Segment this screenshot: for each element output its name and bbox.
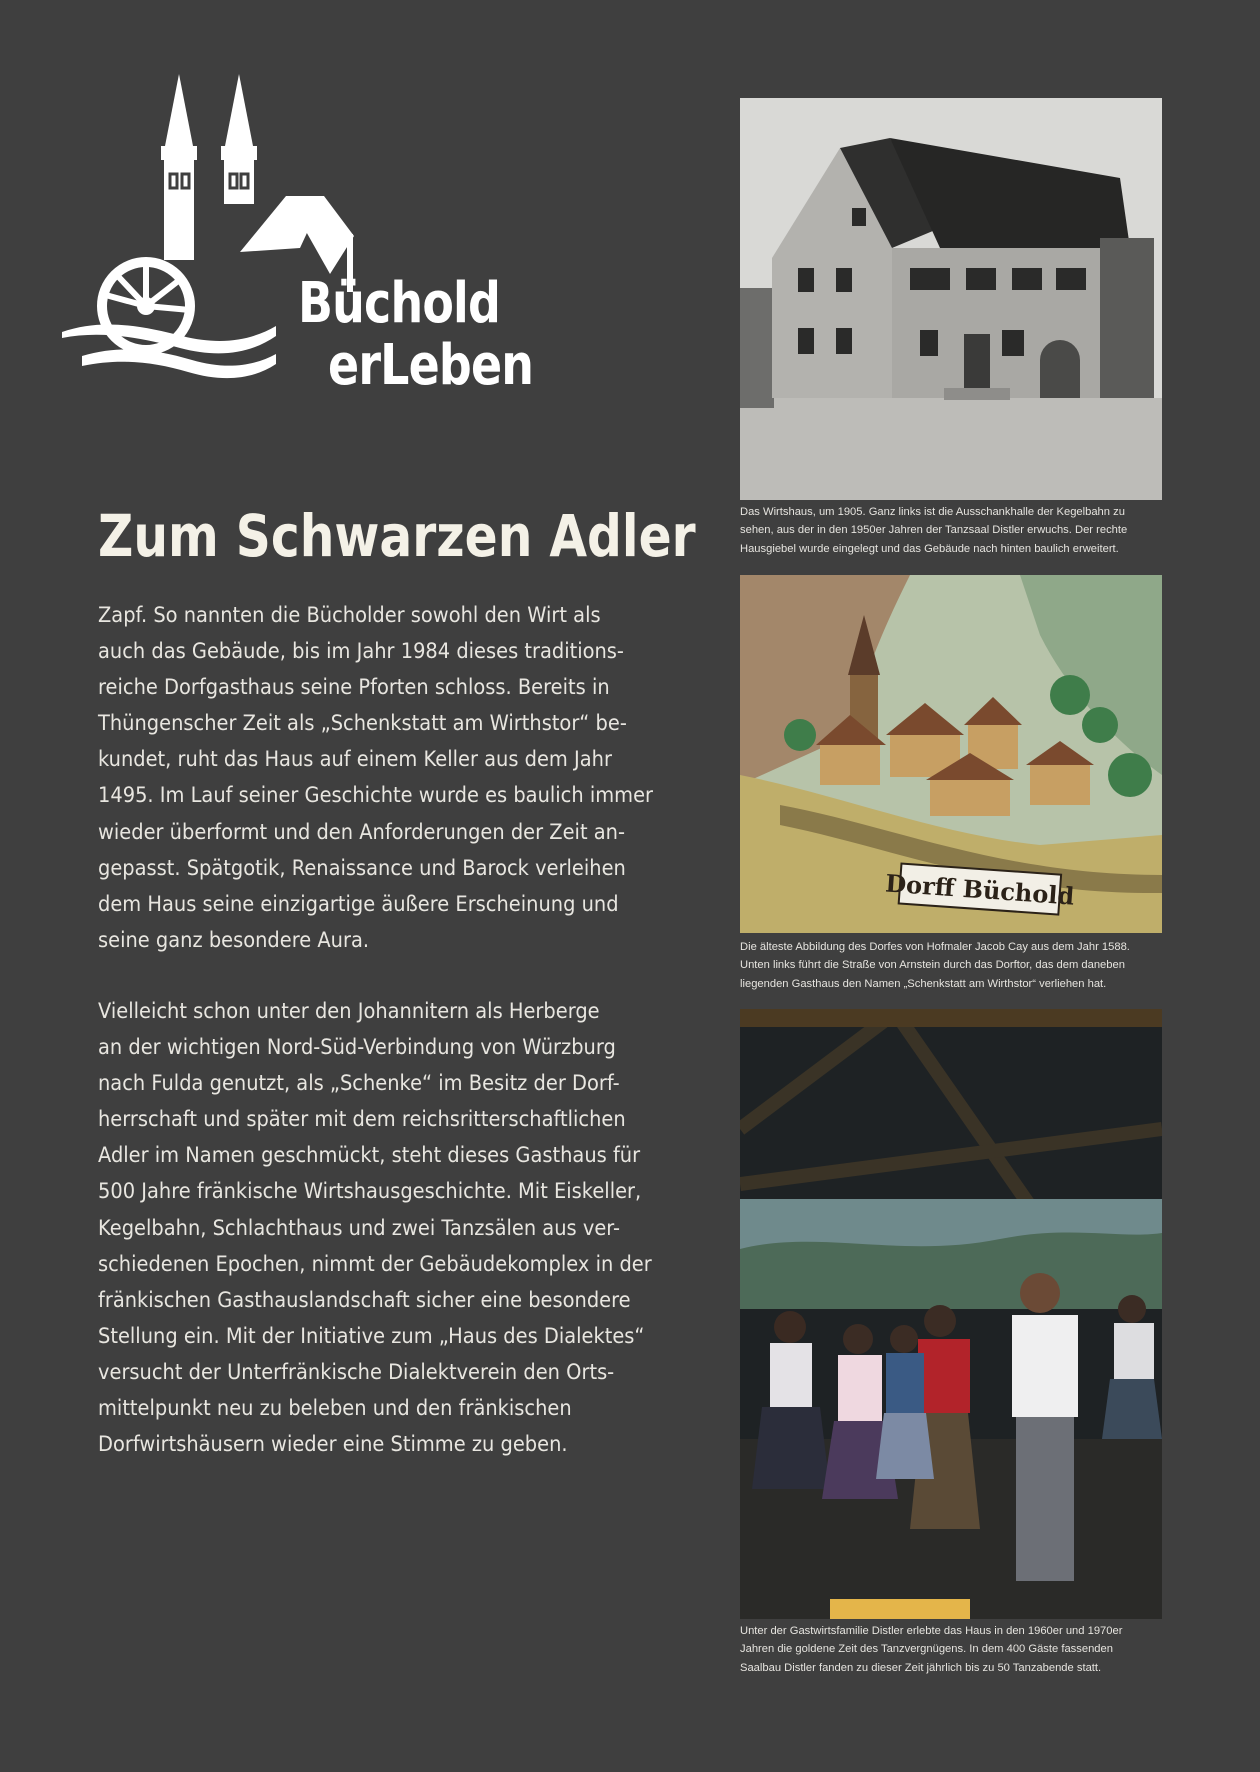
- caption-line: liegenden Gasthaus den Namen „Schenkstatt am Wirthstor“ verliehen hat.: [740, 977, 1107, 990]
- body-line: 1495. Im Lauf seiner Geschichte wurde es baulich immer: [98, 783, 654, 808]
- body-line: Adler im Namen geschmückt, steht dieses Gasthaus für: [98, 1143, 641, 1168]
- body-line: nach Fulda genutzt, als „Schenke“ im Besitz der Dorf-: [98, 1071, 620, 1096]
- caption-photo-1: [740, 503, 1180, 558]
- body-line: herrschaft und später mit dem reichsritterschaftlichen: [98, 1107, 626, 1132]
- body-line: mittelpunkt neu zu beleben und den fränkischen: [98, 1396, 572, 1421]
- body-line: auch das Gebäude, bis im Jahr 1984 dieses traditions-: [98, 639, 624, 664]
- body-line: Zapf. So nannten die Bücholder sowohl den Wirt als: [98, 603, 601, 627]
- body-line: versucht der Unterfränkische Dialektverein den Orts-: [98, 1359, 615, 1384]
- page-title: Zum Schwarzen Adler: [98, 502, 696, 570]
- body-line: fränkischen Gasthauslandschaft sicher eine besondere: [98, 1287, 631, 1312]
- caption-line: Unter der Gastwirtsfamilie Distler erlebte das Haus in den 1960er und 1970er: [740, 1625, 1123, 1637]
- body-line: 500 Jahre fränkische Wirtshausgeschichte. Mit Eiskeller,: [98, 1179, 642, 1204]
- caption-photo-2: [740, 938, 1180, 993]
- body-line: Kegelbahn, Schlachthaus und zwei Tanzsälen aus ver-: [98, 1215, 621, 1240]
- body-paragraph-2: [98, 993, 718, 1462]
- body-line: kundet, ruht das Haus auf einem Keller aus dem Jahr: [98, 747, 612, 772]
- photo-inn-1905: [740, 98, 1162, 500]
- caption-line: Jahren die goldene Zeit des Tanzvergnügens. In dem 400 Gäste fassenden: [740, 1643, 1113, 1656]
- body-line: seine ganz besondere Aura.: [98, 927, 370, 952]
- body-line: gepasst. Spätgotik, Renaissance und Barock verleihen: [98, 855, 626, 880]
- body-line: Dorfwirtshäusern wieder eine Stimme zu geben.: [98, 1432, 568, 1457]
- body-line: wieder überformt und den Anforderungen der Zeit an-: [98, 819, 625, 844]
- body-line: reiche Dorfgasthaus seine Pforten schloss. Bereits in: [98, 675, 610, 700]
- caption-line: Das Wirtshaus, um 1905. Ganz links ist die Ausschankhalle der Kegelbahn zu: [740, 506, 1125, 518]
- body-paragraph-1: [98, 597, 718, 958]
- caption-line: Die älteste Abbildung des Dorfes von Hofmaler Jacob Cay aus dem Jahr 1588.: [740, 941, 1130, 953]
- caption-line: Unten links führt die Straße von Arnstein durch das Dorftor, das dem daneben: [740, 959, 1125, 972]
- painting-sign-text: Dorff Büchold: [884, 868, 1076, 911]
- body-line: Stellung ein. Mit der Initiative zum „Haus des Dialektes“: [98, 1323, 645, 1348]
- logo-title-line-1: Büchold: [298, 271, 501, 336]
- body-line: dem Haus seine einzigartige äußere Erscheinung und: [98, 891, 619, 916]
- logo-title-line-2: erLeben: [328, 333, 534, 398]
- caption-line: sehen, aus der in den 1950er Jahren der Tanzsaal Distler erwuchs. Der rechte: [740, 524, 1128, 537]
- body-line: schiedenen Epochen, nimmt der Gebäudekomplex in der: [98, 1251, 652, 1276]
- logo: [62, 74, 534, 398]
- caption-photo-3: [740, 1622, 1180, 1677]
- photo-village-painting-1588: [740, 575, 1162, 933]
- caption-line: Hausgiebel wurde eingelegt und das Gebäude nach hinten baulich erweitert.: [740, 542, 1119, 555]
- body-line: Thüngenscher Zeit als „Schenkstatt am Wirthstor“ be-: [98, 711, 627, 736]
- body-line: an der wichtigen Nord-Süd-Verbindung von Würzburg: [98, 1035, 616, 1060]
- caption-line: Saalbau Distler fanden zu dieser Zeit jährlich bis zu 50 Tanzabende statt.: [740, 1661, 1102, 1674]
- photo-dance-hall: [740, 1009, 1162, 1619]
- body-line: Vielleicht schon unter den Johannitern als Herberge: [98, 999, 600, 1023]
